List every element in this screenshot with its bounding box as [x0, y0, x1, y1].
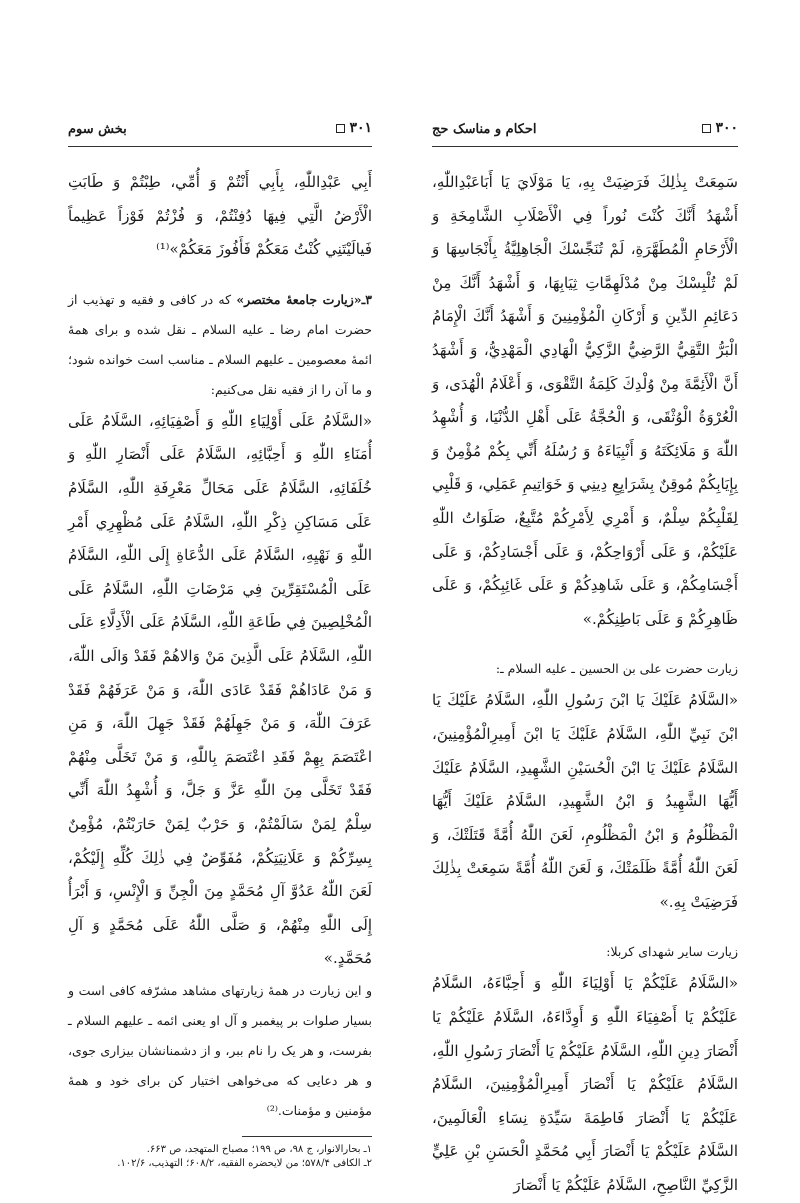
- page-number: [702, 120, 738, 136]
- page-header: [432, 120, 738, 142]
- paragraph-text: كه در كافی و فقیه و تهذيب از حضرت امام رضا ـ علیه السلام ـ نقل شده و برای همهٔ ائمهٔ معصومین ـ علیهم السلام ـ مناسب است خوانده شود؛ و ما آن را از فقیه نقل می‌كنيم:: [68, 291, 372, 397]
- footnote-rule: [242, 1136, 372, 1137]
- persian-paragraph: [68, 976, 372, 1126]
- arabic-passage: [68, 166, 372, 267]
- paragraph-text: ۱ـ بحارالانوار، ج ۹۸، ص ۱۹۹؛ مصباح المتهجد، ص ۶۶۳.: [146, 1143, 372, 1155]
- square-ornament-icon: [702, 124, 711, 133]
- paragraph-text: ۲ـ الكافی ۵۷۸/۴؛ من لايحضره الفقيه، ۶۰۸/۲؛ التهذيب، ۱۰۲/۶.: [117, 1157, 372, 1169]
- persian-paragraph: [432, 937, 738, 967]
- persian-paragraph: [68, 285, 372, 405]
- arabic-passage: [68, 405, 372, 976]
- paragraph-text: أَبِي عَبْدِاللّٰهِ، بِأَبِي أَنْتُمْ وَ أُمِّي، طِبْتُمْ وَ طَابَتِ الْأَرْضُ الَّتِي فِيهَا دُفِنْتُمْ، وَ فُزْتُمْ فَوْزاً عَظِيماً فَيالَيْتَنِي كُنْتُ مَعَكُمْ فَأَفُوزَ مَعَكُمْ»⁽¹⁾: [68, 173, 372, 259]
- page-number-text: ۳۰۱: [349, 120, 372, 136]
- page-number: [336, 120, 372, 136]
- page-body: [432, 166, 738, 1203]
- paragraph-text: زيارت ساير شهدای كربلا:: [606, 944, 738, 960]
- square-ornament-icon: [336, 124, 345, 133]
- arabic-passage: [432, 684, 738, 919]
- left-page: [68, 0, 372, 1169]
- paragraph-text: زيارت حضرت علی بن الحسين ـ علیه السلام ـ:: [495, 661, 738, 677]
- page-body: [68, 166, 372, 1171]
- footnote: [68, 1143, 372, 1157]
- header-rule: [432, 146, 738, 147]
- paragraph-text: «السَّلَامُ عَلَيْكَ يَا ابْنَ رَسُولِ اللّٰهِ، السَّلَامُ عَلَيْكَ يَا ابْنَ نَبِيِّ اللّٰهِ، السَّلَامُ عَلَيْكَ يَا ابْنَ أَمِيرِالْمُؤْمِنِينَ، السَّلَامُ عَلَيْكَ يَا ابْنَ الْحُسَيْنِ الشَّهِيدِ، السَّلَامُ عَلَيْكَ أَيُّهَا الشَّهِيدُ وَ ابْنُ الشَّهِيدِ، السَّلَامُ عَلَيْكَ أَيُّهَا الْمَظْلُومُ وَ ابْنُ الْمَظْلُومِ، لَعَنَ اللّٰهُ أُمَّةً قَتَلَتْكَ، وَ لَعَنَ اللّٰهُ أُمَّةً ظَلَمَتْكَ، وَ لَعَنَ اللّٰهُ أُمَّةً سَمِعَتْ بِذٰلِكَ فَرَضِيَتْ بِهِ.»: [432, 691, 738, 911]
- paragraph-text: «السَّلَامُ عَلَيْكُمْ يَا أَوْلِيَاءَ اللّٰهِ وَ أَحِبَّاءَهُ، السَّلَامُ عَلَيْكُمْ يَا أَصْفِيَاءَ اللّٰهِ وَ أَوِدَّاءَهُ، السَّلَامُ عَلَيْكُمْ يَا أَنْصَارَ دِينِ اللّٰهِ، السَّلَامُ عَلَيْكُمْ يَا أَنْصَارَ رَسُولِ اللّٰهِ، السَّلَامُ عَلَيْكُمْ يَا أَنْصَارَ أَمِيرِالْمُؤْمِنِينَ، السَّلَامُ عَلَيْكُمْ يَا أَنْصَارَ فَاطِمَةَ سَيِّدَةِ نِسَاءِ الْعَالَمِينَ، السَّلَامُ عَلَيْكُمْ يَا أَنْصَارَ أَبِي مُحَمَّدٍ الْحَسَنِ بْنِ عَلِيٍّ الزَّكِيِّ النَّاصِحِ، السَّلَامُ عَلَيْكُمْ يَا أَنْصَارَ: [432, 974, 738, 1195]
- paragraph-text: «السَّلَامُ عَلَى أَوْلِيَاءِ اللّٰهِ وَ أَصْفِيَائِهِ، السَّلَامُ عَلَى أُمَنَاءِ اللّٰهِ وَ أَحِبَّائِهِ، السَّلَامُ عَلَى أَنْصَارِ اللّٰهِ وَ خُلَفَائِهِ، السَّلَامُ عَلَى مَحَالِّ مَعْرِفَةِ اللّٰهِ، السَّلَامُ عَلَى مَسَاكِنِ ذِكْرِ اللّٰهِ، السَّلَامُ عَلَى مُظْهِرِي أَمْرِ اللّٰهِ وَ نَهْيِهِ، السَّلَامُ عَلَى الدُّعَاةِ إِلَى اللّٰهِ، السَّلَامُ عَلَى الْمُسْتَقِرِّينَ فِي مَرْضَاتِ اللّٰهِ، السَّلَامُ عَلَى الْمُخْلِصِينَ فِي طَاعَةِ اللّٰهِ، السَّلَامُ عَلَى الْأَدِلَّاءِ عَلَى اللّٰهِ، السَّلَامُ عَلَى الَّذِينَ مَنْ وَالاهُمْ فَقَدْ وَالَى اللّٰهَ، وَ مَنْ عَادَاهُمْ فَقَدْ عَادَى اللّٰهَ، وَ مَنْ عَرَفَهُمْ فَقَدْ عَرَفَ اللّٰهَ، وَ مَنْ جَهِلَهُمْ فَقَدْ جَهِلَ اللّٰهَ، وَ مَنِ اعْتَصَمَ بِهِمْ فَقَدِ اعْتَصَمَ بِاللّٰهِ، وَ مَنْ تَخَلَّى مِنْهُمْ فَقَدْ تَخَلَّى مِنَ اللّٰهِ عَزَّ وَ جَلَّ، وَ أُشْهِدُ اللّٰهَ أَنِّي سِلْمٌ لِمَنْ سَالَمْتُمْ، وَ حَرْبٌ لِمَنْ حَارَبْتُمْ، مُؤْمِنٌ بِسِرِّكُمْ وَ عَلَانِيَتِكُمْ، مُفَوِّضٌ فِي ذٰلِكَ كُلِّهِ إِلَيْكُمْ، لَعَنَ اللّٰهُ عَدُوَّ آلِ مُحَمَّدٍ مِنَ الْجِنِّ وَ الْإِنْسِ، وَ أَبْرَأُ إِلَى اللّٰهِ مِنْهُمْ، وَ صَلَّى اللّٰهُ عَلَى مُحَمَّدٍ وَ آلِ مُحَمَّدٍ.»: [68, 411, 372, 968]
- persian-paragraph: [432, 654, 738, 684]
- section-title: بخش سوم: [68, 122, 127, 137]
- paragraph-text: و این زیارت در همهٔ زیارتهای مشاهد مشرّفه كافی است و بسیار صلوات بر پیغمبر و آل او یعنی ائمه ـ علیهم السلام ـ بفرست، و هر یک را نام ببر، و از دشمنانشان بیزاری جوی، و هر دعايی كه می‌خواهی اختيار كن برای خود و همهٔ مؤمنين و مؤمنات.⁽²⁾: [68, 982, 372, 1118]
- spacer: [432, 636, 738, 654]
- section-title: احكام و مناسک حج: [432, 122, 537, 137]
- header-rule: [68, 146, 372, 147]
- paragraph-lead: ۳ـ«زیارت جامعهٔ مختصر»: [236, 291, 372, 307]
- footnote: [68, 1157, 372, 1171]
- right-page: [432, 0, 738, 1195]
- spacer: [432, 919, 738, 937]
- page-header: [68, 120, 372, 142]
- paragraph-text: سَمِعَتْ بِذٰلِكَ فَرَضِيَتْ بِهِ، يَا مَوْلَايَ يَا أَبَاعَبْدِاللّٰهِ، أَشْهَدُ أَنَّكَ كُنْتَ نُوراً فِي الْأَصْلَابِ الشَّامِخَةِ وَ الْأَرْحَامِ الْمُطَهَّرَةِ، لَمْ تُنَجِّسْكَ الْجَاهِلِيَّةُ بِأَنْجَاسِهَا وَ لَمْ تُلْبِسْكَ مِنْ مُدْلَهِمَّاتِ ثِيَابِهَا، وَ أَشْهَدُ أَنَّكَ مِنْ دَعَائِمِ الدِّينِ وَ أَرْكَانِ الْمُؤْمِنِينَ وَ أَشْهَدُ أَنَّكَ الْإِمَامُ الْبَرُّ التَّقِيُّ الرَّضِيُّ الزَّكِيُّ الْهَادِي الْمَهْدِيُّ، وَ أَشْهَدُ أَنَّ الْأَئِمَّةَ مِنْ وُلْدِكَ كَلِمَةُ التَّقْوَى، وَ أَعْلَامُ الْهُدَى، وَ الْعُرْوَةُ الْوُثْقَى، وَ الْحُجَّةُ عَلَى أَهْلِ الدُّنْيَا، وَ أُشْهِدُ اللّٰهَ وَ مَلَائِكَتَهُ وَ أَنْبِيَاءَهُ وَ رُسُلَهُ أَنِّي بِكُمْ مُؤْمِنٌ وَ بِإِيَابِكُمْ مُوقِنٌ بِشَرَايِعِ دِينِي وَ خَوَاتِيمِ عَمَلِي، وَ قَلْبِي لِقَلْبِكُمْ سِلْمٌ، وَ أَمْرِي لِأَمْرِكُمْ مُتَّبِعٌ، صَلَوَاتُ اللّٰهِ عَلَيْكُمْ، وَ عَلَى أَرْوَاحِكُمْ، وَ عَلَى أَجْسَادِكُمْ، وَ عَلَى أَجْسَامِكُمْ، وَ عَلَى شَاهِدِكُمْ وَ عَلَى غَائِبِكُمْ، وَ عَلَى ظَاهِرِكُمْ وَ عَلَى بَاطِنِكُمْ.»: [432, 173, 738, 628]
- arabic-passage: [432, 967, 738, 1202]
- arabic-passage: [432, 166, 738, 636]
- page-number-text: ۳۰۰: [715, 120, 738, 136]
- spacer: [68, 267, 372, 285]
